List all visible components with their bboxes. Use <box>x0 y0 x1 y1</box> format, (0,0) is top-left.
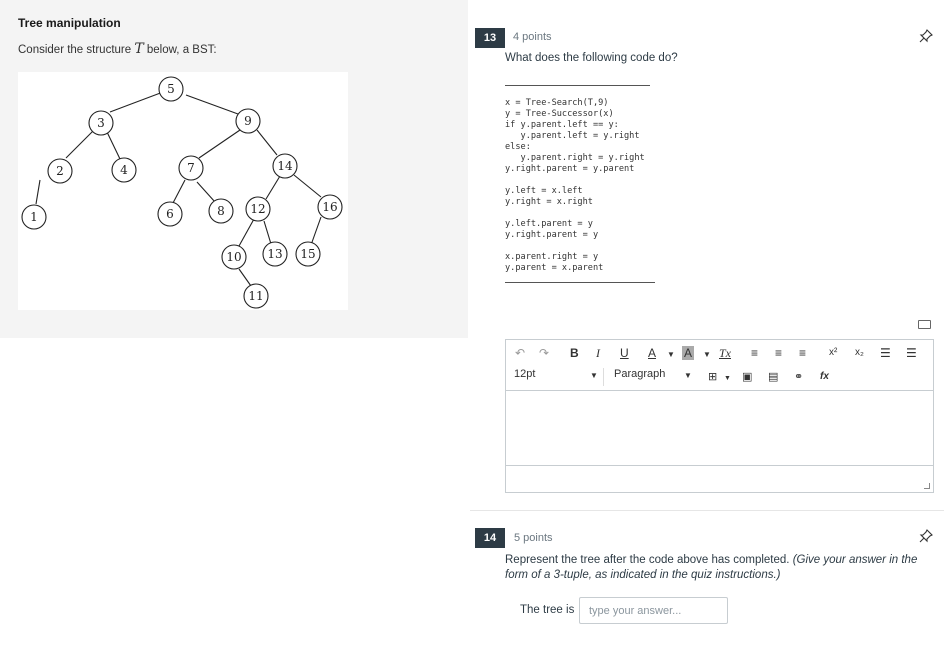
tree-node-label: 9 <box>244 114 252 128</box>
pin-icon[interactable] <box>919 529 933 543</box>
stem-description <box>18 41 217 57</box>
equation-icon[interactable]: fx <box>820 371 829 382</box>
resize-handle[interactable] <box>924 483 930 489</box>
align-left-icon[interactable]: ≡ <box>751 346 759 360</box>
italic-icon[interactable]: I <box>596 346 600 360</box>
stem-desc-math: T <box>134 41 144 57</box>
media-icon[interactable]: ▤ <box>768 371 779 383</box>
editor-content-area[interactable] <box>506 390 933 466</box>
clear-format-icon[interactable]: Tx <box>719 346 731 360</box>
redo-icon[interactable]: ↷ <box>539 346 550 360</box>
link-icon[interactable]: ⚭ <box>794 371 804 383</box>
table-icon[interactable]: ⊞ <box>708 371 718 383</box>
question-14-points: 5 points <box>514 532 553 544</box>
align-center-icon[interactable]: ≡ <box>775 346 783 360</box>
highlight-icon[interactable]: A <box>684 346 693 360</box>
tree-node-label: 16 <box>322 200 338 214</box>
tree-node-label: 14 <box>277 159 293 173</box>
chevron-down-icon: ▼ <box>590 371 598 380</box>
stem-desc-suffix: below, a BST: <box>146 44 217 56</box>
block-format-select[interactable] <box>614 368 696 386</box>
keyboard-icon[interactable] <box>918 320 931 329</box>
superscript-icon[interactable]: x² <box>829 347 838 358</box>
question-13-number: 13 <box>475 28 505 48</box>
undo-icon[interactable]: ↶ <box>515 346 526 360</box>
question-14-main: Represent the tree after the code above has completed. <box>505 554 790 566</box>
tree-node-label: 7 <box>187 161 195 175</box>
tree-node-label: 4 <box>120 163 128 177</box>
font-size-value: 12pt <box>514 368 536 380</box>
tree-node-label: 5 <box>167 82 175 96</box>
block-format-value: Paragraph <box>614 368 666 380</box>
subscript-icon[interactable]: x₂ <box>855 347 864 358</box>
question-divider <box>470 510 944 511</box>
tree-node-label: 6 <box>166 207 174 221</box>
tree-node-label: 15 <box>300 247 316 261</box>
tree-node-label: 12 <box>250 202 266 216</box>
bold-icon[interactable]: B <box>570 346 579 360</box>
code-block: x = Tree-Search(T,9) y = Tree-Successor(x) if y.parent.left == y: y.parent.left = y.right else: y.parent.right = y.right y.right.parent = y.parent y.left = x.left y.right = x.right y.left.parent = y y.right.parent = y x.parent.right = y y.parent = x.parent <box>505 98 645 273</box>
tree-node-label: 13 <box>267 247 283 261</box>
question-stem-panel <box>0 0 468 338</box>
image-icon[interactable]: ▣ <box>742 371 753 383</box>
bst-tree-image <box>18 72 348 310</box>
chevron-down-icon[interactable]: ▼ <box>724 375 731 382</box>
tree-node-label: 3 <box>97 116 105 130</box>
question-14-number: 14 <box>475 528 505 548</box>
answer-label: The tree is <box>520 604 575 616</box>
tree-node-label: 10 <box>226 250 242 264</box>
tree-node-label: 1 <box>30 210 38 224</box>
editor-toolbar <box>506 340 933 390</box>
align-right-icon[interactable]: ≡ <box>799 346 807 360</box>
question-13-points: 4 points <box>513 31 552 43</box>
rich-text-editor <box>505 339 934 493</box>
question-13-text: What does the following code do? <box>505 52 678 64</box>
code-top-rule <box>505 85 650 86</box>
numbered-list-icon[interactable]: ☰ <box>906 346 917 360</box>
chevron-down-icon[interactable]: ▼ <box>667 350 675 359</box>
answer-input[interactable] <box>579 597 728 624</box>
chevron-down-icon[interactable]: ▼ <box>703 350 711 359</box>
chevron-down-icon: ▼ <box>684 371 692 380</box>
pin-icon[interactable] <box>919 29 933 43</box>
font-size-select[interactable] <box>514 368 604 386</box>
tree-node-label: 11 <box>248 289 264 303</box>
tree-node-label: 8 <box>217 204 225 218</box>
stem-desc-prefix: Consider the structure <box>18 44 132 56</box>
text-color-icon[interactable]: A <box>648 346 657 360</box>
tree-node-label: 2 <box>56 164 64 178</box>
question-14-hint: (Give your answer in the form of a 3-tuple, as indicated in the quiz instructions.) <box>505 554 918 581</box>
code-bottom-rule <box>505 282 655 283</box>
bullet-list-icon[interactable]: ☰ <box>880 346 891 360</box>
question-14-text <box>505 553 925 583</box>
underline-icon[interactable]: U <box>620 346 629 360</box>
stem-title: Tree manipulation <box>18 16 121 30</box>
